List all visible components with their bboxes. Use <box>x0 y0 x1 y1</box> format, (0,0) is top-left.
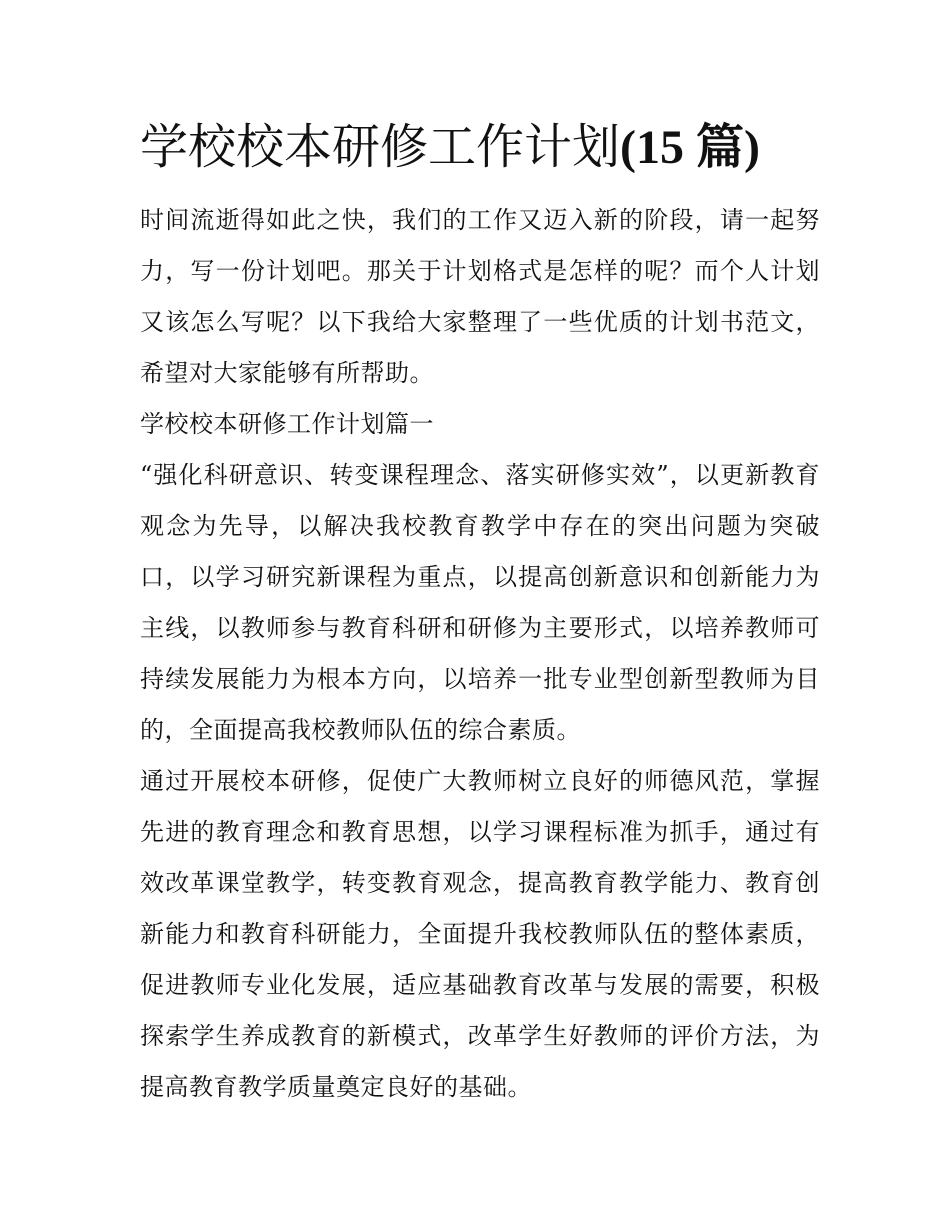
body-paragraph-1: “强化科研意识、转变课程理念、落实研修实效”，以更新教育观念为先导，以解决我校教育教学中存在的突出问题为突破口，以学习研究新课程为重点，以提高创新意识和创新能力为主线，以教师参与教育科研和研修为主要形式，以培养教师可持续发展能力为根本方向，以培养一批专业型创新型教师为目的，全面提高我校教师队伍的综合素质。 <box>140 461 820 744</box>
document-page <box>140 112 820 1113</box>
title-main: 学校校本研修工作计划 <box>140 119 621 175</box>
body-paragraph-2: 通过开展校本研修，促使广大教师树立良好的师德风范，掌握先进的教育理念和教育思想，以学习课程标准为抓手，通过有效改革课堂教学，转变教育观念，提高教育教学能力、教育创新能力和教育科研能力，全面提升我校教师队伍的整体素质，促进教师专业化发展，适应基础教育改革与发展的需要，积极探索学生养成教育的新模式，改革学生好教师的评价方法，为提高教育教学质量奠定良好的基础。 <box>140 767 820 1101</box>
title-suffix: (15 篇) <box>620 121 760 174</box>
intro-paragraph: 时间流逝得如此之快，我们的工作又迈入新的阶段，请一起努力，写一份计划吧。那关于计划格式是怎样的呢？而个人计划又该怎么写呢？以下我给大家整理了一些优质的计划书范文，希望对大家能够有所帮助。 <box>140 206 820 387</box>
section-heading: 学校校本研修工作计划篇一 <box>140 410 434 438</box>
document-title <box>140 112 820 183</box>
